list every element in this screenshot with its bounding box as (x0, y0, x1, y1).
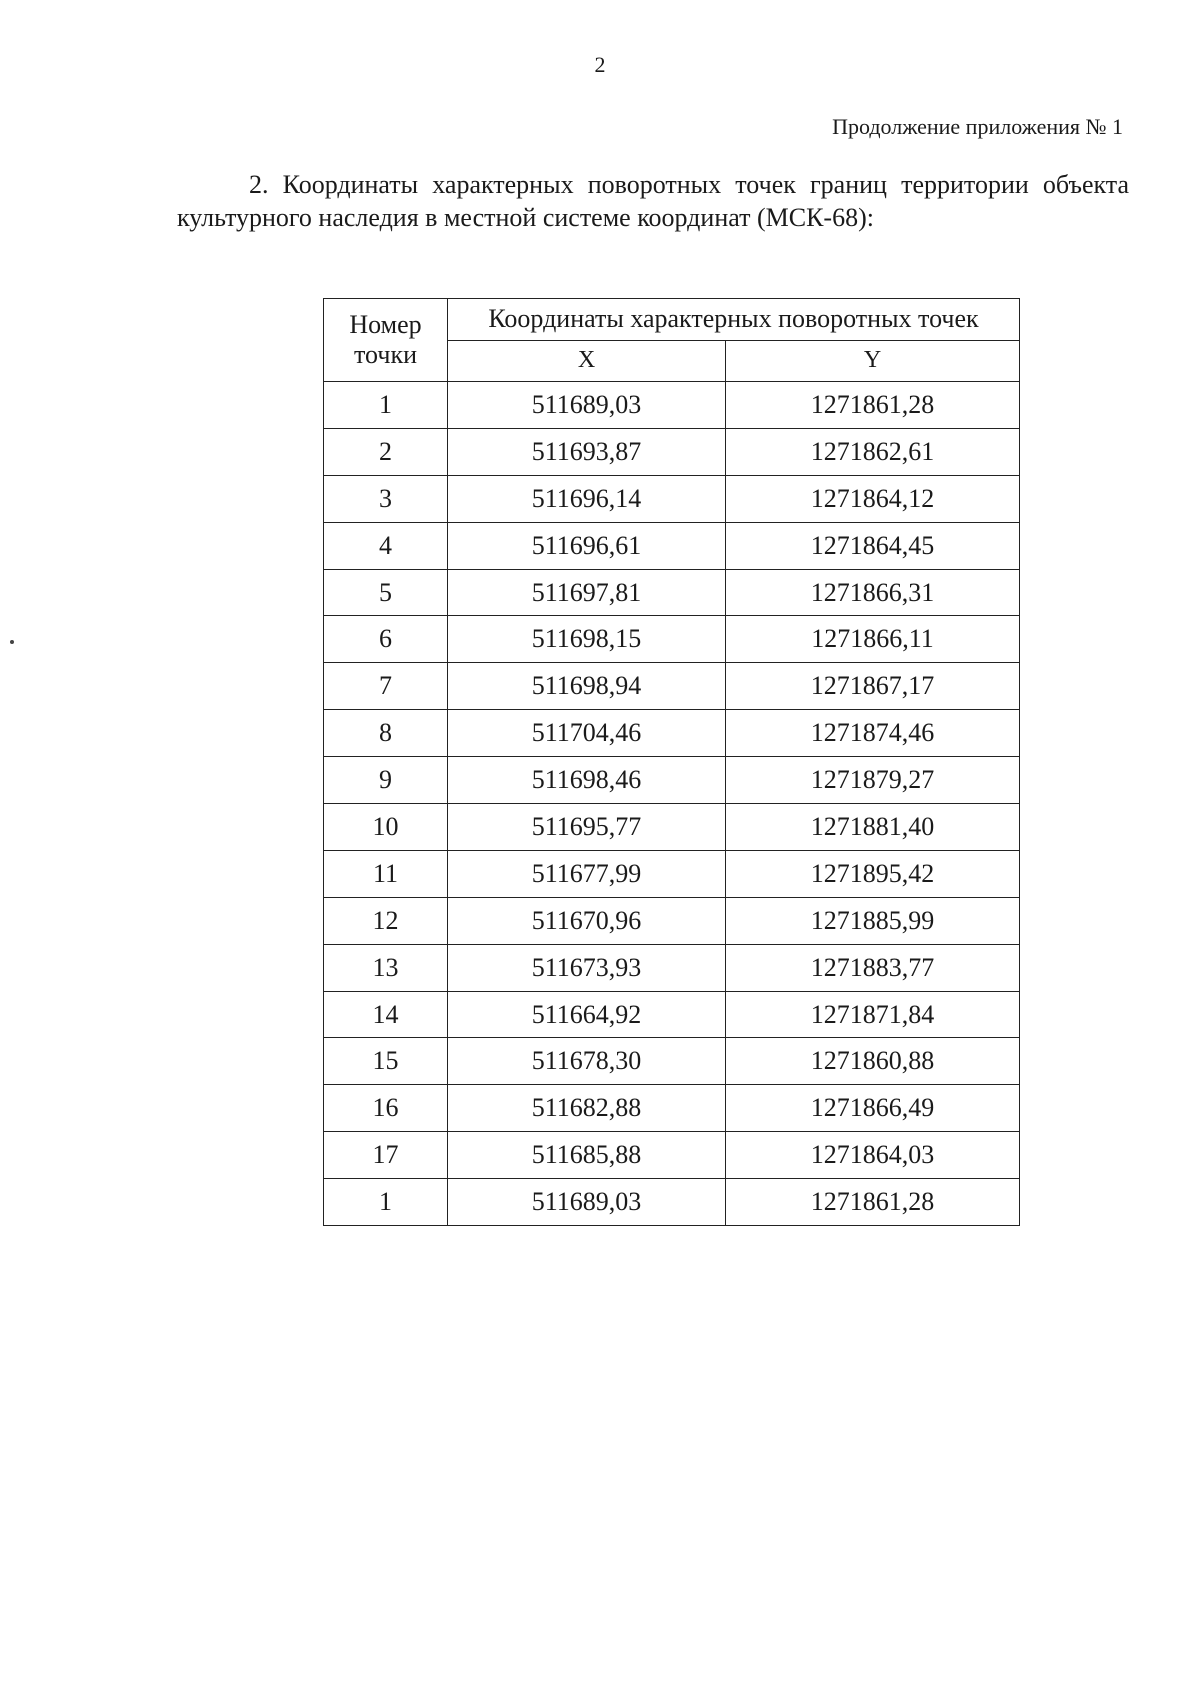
header-point-number: Номер точки (324, 299, 448, 382)
cell-y: 1271885,99 (726, 897, 1020, 944)
cell-point-number: 17 (324, 1132, 448, 1179)
cell-y: 1271864,03 (726, 1132, 1020, 1179)
cell-point-number: 5 (324, 569, 448, 616)
table-row (324, 804, 1020, 851)
cell-point-number: 16 (324, 1085, 448, 1132)
cell-point-number: 2 (324, 428, 448, 475)
cell-x: 511670,96 (448, 897, 726, 944)
cell-x: 511664,92 (448, 991, 726, 1038)
cell-point-number: 1 (324, 382, 448, 429)
cell-x: 511697,81 (448, 569, 726, 616)
cell-y: 1271860,88 (726, 1038, 1020, 1085)
cell-x: 511698,46 (448, 757, 726, 804)
table-row (324, 382, 1020, 429)
header-x: X (448, 340, 726, 382)
table-row (324, 757, 1020, 804)
cell-y: 1271871,84 (726, 991, 1020, 1038)
cell-point-number: 13 (324, 944, 448, 991)
cell-point-number: 10 (324, 804, 448, 851)
cell-x: 511678,30 (448, 1038, 726, 1085)
header-y: Y (726, 340, 1020, 382)
cell-y: 1271862,61 (726, 428, 1020, 475)
cell-point-number: 15 (324, 1038, 448, 1085)
table-row (324, 475, 1020, 522)
table-row (324, 1132, 1020, 1179)
cell-x: 511682,88 (448, 1085, 726, 1132)
cell-x: 511689,03 (448, 382, 726, 429)
cell-y: 1271864,45 (726, 522, 1020, 569)
cell-y: 1271864,12 (726, 475, 1020, 522)
scan-speck (10, 640, 14, 644)
cell-x: 511696,14 (448, 475, 726, 522)
cell-point-number: 7 (324, 663, 448, 710)
table-row (324, 1085, 1020, 1132)
table-body (324, 382, 1020, 1226)
cell-x: 511696,61 (448, 522, 726, 569)
table-row (324, 850, 1020, 897)
cell-y: 1271883,77 (726, 944, 1020, 991)
table-row (324, 710, 1020, 757)
header-coordinates: Координаты характерных поворотных точек (448, 299, 1020, 341)
page-number: 2 (594, 52, 606, 77)
cell-x: 511704,46 (448, 710, 726, 757)
cell-point-number: 12 (324, 897, 448, 944)
table-row (324, 569, 1020, 616)
cell-x: 511673,93 (448, 944, 726, 991)
table-row (324, 1179, 1020, 1226)
cell-y: 1271867,17 (726, 663, 1020, 710)
cell-point-number: 14 (324, 991, 448, 1038)
cell-x: 511695,77 (448, 804, 726, 851)
cell-y: 1271861,28 (726, 382, 1020, 429)
table-row (324, 944, 1020, 991)
cell-point-number: 9 (324, 757, 448, 804)
cell-y: 1271866,11 (726, 616, 1020, 663)
cell-y: 1271895,42 (726, 850, 1020, 897)
table-row (324, 1038, 1020, 1085)
coordinates-table (323, 298, 1020, 1226)
cell-x: 511689,03 (448, 1179, 726, 1226)
cell-x: 511677,99 (448, 850, 726, 897)
cell-point-number: 8 (324, 710, 448, 757)
cell-point-number: 6 (324, 616, 448, 663)
intro-paragraph: 2. Координаты характерных поворотных точек границ территории объекта культурного наследия в местной системе координат (МСК-68): (177, 170, 1129, 232)
cell-x: 511698,15 (448, 616, 726, 663)
table-row (324, 522, 1020, 569)
cell-x: 511693,87 (448, 428, 726, 475)
cell-x: 511685,88 (448, 1132, 726, 1179)
table-row (324, 897, 1020, 944)
cell-y: 1271866,31 (726, 569, 1020, 616)
cell-y: 1271881,40 (726, 804, 1020, 851)
appendix-note: Продолжение приложения № 1 (832, 114, 1123, 139)
cell-point-number: 3 (324, 475, 448, 522)
cell-y: 1271874,46 (726, 710, 1020, 757)
cell-y: 1271879,27 (726, 757, 1020, 804)
cell-point-number: 11 (324, 850, 448, 897)
table-row (324, 991, 1020, 1038)
table-row (324, 428, 1020, 475)
table-row (324, 663, 1020, 710)
cell-point-number: 4 (324, 522, 448, 569)
table-row (324, 616, 1020, 663)
cell-y: 1271861,28 (726, 1179, 1020, 1226)
cell-point-number: 1 (324, 1179, 448, 1226)
cell-x: 511698,94 (448, 663, 726, 710)
cell-y: 1271866,49 (726, 1085, 1020, 1132)
